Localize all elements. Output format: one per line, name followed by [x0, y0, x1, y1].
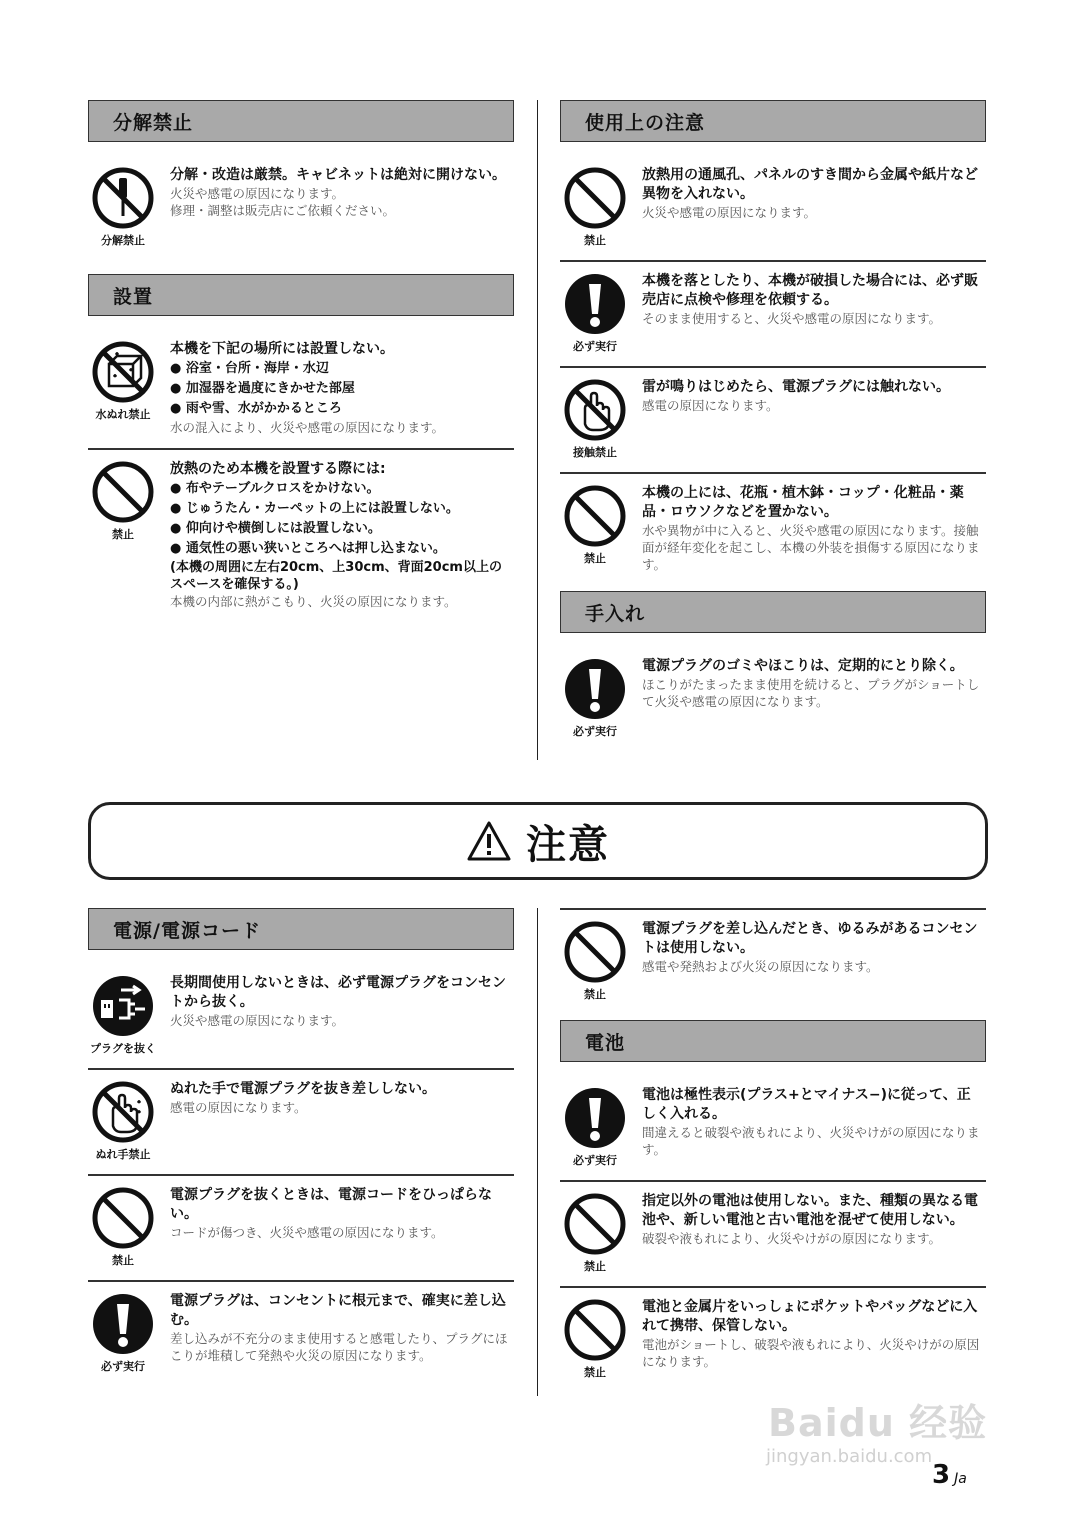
icon-box [88, 974, 158, 1056]
icon-label: プラグを抜く [90, 1042, 156, 1055]
item-text [630, 166, 986, 221]
item-text [158, 166, 514, 219]
icon-box [560, 1192, 630, 1274]
icon-label: 禁止 [584, 234, 606, 247]
item-text [630, 1086, 986, 1158]
item-note: 感電や発熱および火災の原因になります。 [642, 959, 879, 974]
section-header-power: 電源/電源コード [88, 908, 514, 950]
bullet-item: ● 通気性の悪い狭いところへは押し込まない。 [170, 539, 510, 559]
column-divider [537, 100, 538, 760]
item-heading: 電源プラグのゴミやほこりは、定期的にとり除く。 [642, 658, 964, 674]
item-note: 差し込みが不充分のまま使用すると感電したり、プラグにほこりが堆積して発熱や火災の原因になります。 [170, 1331, 508, 1363]
list-item [560, 1076, 986, 1182]
icon-box [88, 166, 158, 248]
item-note: 間違えると破裂や液もれにより、火災やけがの原因になります。 [642, 1125, 980, 1157]
icon-box [88, 460, 158, 542]
prohibited-icon [563, 1192, 627, 1256]
icon-label: 水ぬれ禁止 [95, 408, 151, 421]
section-header-installation: 設置 [88, 274, 514, 316]
item-note: そのまま使用すると、火災や感電の原因になります。 [642, 311, 942, 326]
prohibited-icon [563, 484, 627, 548]
item-heading: 長期間使用しないときは、必ず電源プラグをコンセントから抜く。 [170, 975, 506, 1010]
unplug-icon [91, 974, 155, 1038]
list-item [88, 1070, 514, 1176]
list-item [88, 964, 514, 1070]
icon-label: 必ず実行 [573, 340, 617, 353]
item-subnote: (本機の周囲に左右20cm、上30cm、背面20cm以上のスペースを確保する。) [170, 560, 502, 592]
section-header-usage: 使用上の注意 [560, 100, 986, 142]
icon-box [88, 340, 158, 422]
section-header-care: 手入れ [560, 591, 986, 633]
item-text [630, 1298, 986, 1370]
item-text [630, 920, 986, 975]
left-column-bottom [88, 908, 514, 1386]
item-heading: 放熱のため本機を設置する際には: [170, 461, 386, 477]
list-item [88, 156, 514, 260]
item-text [630, 484, 986, 573]
icon-label: 禁止 [112, 1254, 134, 1267]
icon-box [88, 1292, 158, 1374]
page-number-value: 3 [932, 1460, 951, 1490]
left-column-top [88, 100, 514, 622]
icon-label: 必ず実行 [101, 1360, 145, 1373]
icon-label: ぬれ手禁止 [95, 1148, 151, 1161]
list-item [560, 368, 986, 474]
no-disassembly-icon [91, 166, 155, 230]
prohibited-icon [563, 166, 627, 230]
caution-banner [88, 802, 988, 880]
caution-title: 注意 [526, 821, 610, 868]
item-note: 修理・調整は販売店にご依頼ください。 [170, 203, 396, 218]
icon-box [560, 166, 630, 248]
prohibited-icon [91, 460, 155, 524]
list-item [88, 1176, 514, 1282]
column-divider [537, 908, 538, 1396]
icon-label: 必ず実行 [573, 725, 617, 738]
icon-box [560, 1298, 630, 1380]
list-item [88, 1282, 514, 1386]
watermark-url: jingyan.baidu.com [766, 1446, 933, 1467]
prohibited-icon [563, 1298, 627, 1362]
item-note: 火災や感電の原因になります。 [170, 186, 345, 201]
item-text [158, 340, 514, 436]
icon-box [88, 1186, 158, 1268]
item-heading: 分解・改造は厳禁。キャビネットは絶対に開けない。 [170, 167, 506, 183]
item-heading: 雷が鳴りはじめたら、電源プラグには触れない。 [642, 379, 950, 395]
page-number [932, 1460, 967, 1490]
item-note: 水の混入により、火災や感電の原因になります。 [170, 420, 445, 435]
item-heading: 電源プラグを差し込んだとき、ゆるみがあるコンセントは使用しない。 [642, 921, 978, 956]
item-heading: 本機の上には、花瓶・植木鉢・コップ・化粧品・薬品・ロウソクなどを置かない。 [642, 485, 964, 520]
item-note: コードが傷つき、火災や感電の原因になります。 [170, 1225, 444, 1240]
mandatory-action-icon [563, 1086, 627, 1150]
watermark-brand: Baidu 经验 [768, 1401, 988, 1445]
mandatory-action-icon [563, 657, 627, 721]
mandatory-action-icon [563, 272, 627, 336]
icon-label: 禁止 [584, 1260, 606, 1273]
item-heading: 本機を下記の場所には設置しない。 [170, 341, 394, 357]
prohibited-icon [91, 1186, 155, 1250]
bullet-item: ● 布やテーブルクロスをかけない。 [170, 479, 510, 499]
list-item [88, 450, 514, 622]
item-heading: 電池は極性表示(プラス+とマイナス−)に従って、正しく入れる。 [642, 1087, 971, 1122]
section-header-battery: 電池 [560, 1020, 986, 1062]
item-note: 本機の内部に熱がこもり、火災の原因になります。 [170, 594, 457, 609]
item-heading: ぬれた手で電源プラグを抜き差ししない。 [170, 1081, 436, 1097]
list-item [560, 156, 986, 262]
page-language: Ja [954, 1471, 967, 1487]
mandatory-action-icon [91, 1292, 155, 1356]
list-item [560, 647, 986, 751]
icon-label: 禁止 [584, 552, 606, 565]
item-note: 感電の原因になります。 [170, 1100, 307, 1115]
list-item [560, 1288, 986, 1392]
item-note: 水や異物が中に入ると、火災や感電の原因になります。接触面が経年変化を起こし、本機の外装を損傷する原因になります。 [642, 523, 980, 572]
item-note: 破裂や液もれにより、火災やけがの原因になります。 [642, 1231, 942, 1246]
list-item [560, 908, 986, 1014]
list-item [560, 1182, 986, 1288]
bullet-item: ● じゅうたん・カーペットの上には設置しない。 [170, 499, 510, 519]
item-text [158, 1080, 514, 1116]
icon-label: 禁止 [584, 1366, 606, 1379]
icon-box [560, 272, 630, 354]
item-note: ほこりがたまったまま使用を続けると、プラグがショートして火災や感電の原因になります。 [642, 677, 980, 709]
icon-label: 禁止 [584, 988, 606, 1001]
section-header-disassembly: 分解禁止 [88, 100, 514, 142]
item-note: 感電の原因になります。 [642, 398, 779, 413]
icon-label: 禁止 [112, 528, 134, 541]
item-text [630, 657, 986, 710]
warning-triangle-icon [466, 820, 512, 862]
item-text [630, 1192, 986, 1247]
right-column-bottom [560, 908, 986, 1392]
item-heading: 電源プラグを抜くときは、電源コードをひっぱらない。 [170, 1187, 492, 1222]
item-heading: 電源プラグは、コンセントに根元まで、確実に差し込む。 [170, 1293, 506, 1328]
icon-label: 分解禁止 [101, 234, 145, 247]
item-heading: 電池と金属片をいっしょにポケットやバッグなどに入れて携帯、保管しない。 [642, 1299, 978, 1334]
item-text [630, 272, 986, 327]
no-water-icon [91, 340, 155, 404]
item-note: 火災や感電の原因になります。 [170, 1013, 345, 1028]
list-item [560, 474, 986, 585]
right-column-top [560, 100, 986, 751]
no-touch-icon [563, 378, 627, 442]
item-text [158, 974, 514, 1029]
icon-box [560, 920, 630, 1002]
no-wet-hands-icon [91, 1080, 155, 1144]
prohibited-icon [563, 920, 627, 984]
list-item [560, 262, 986, 368]
item-text [158, 1186, 514, 1241]
icon-box [560, 378, 630, 460]
icon-box [560, 1086, 630, 1168]
list-item [88, 330, 514, 450]
item-note: 電池がショートし、破裂や液もれにより、火災やけがの原因になります。 [642, 1337, 980, 1369]
icon-box [560, 484, 630, 566]
item-heading: 本機を落としたり、本機が破損した場合には、必ず販売店に点検や修理を依頼する。 [642, 273, 978, 308]
bullet-item: ● 雨や雪、水がかかるところ [170, 399, 510, 419]
icon-label: 必ず実行 [573, 1154, 617, 1167]
bullet-item: ● 浴室・台所・海岸・水辺 [170, 359, 510, 379]
item-text [158, 1292, 514, 1364]
icon-label: 接触禁止 [573, 446, 617, 459]
item-text [630, 378, 986, 414]
item-text [158, 460, 514, 610]
item-note: 火災や感電の原因になります。 [642, 205, 817, 220]
icon-box [88, 1080, 158, 1162]
bullet-item: ● 仰向けや横倒しには設置しない。 [170, 519, 510, 539]
bullet-item: ● 加湿器を過度にきかせた部屋 [170, 379, 510, 399]
icon-box [560, 657, 630, 739]
item-heading: 放熱用の通風孔、パネルのすき間から金属や紙片など異物を入れない。 [642, 167, 978, 202]
item-heading: 指定以外の電池は使用しない。また、種類の異なる電池や、新しい電池と古い電池を混ぜて使用しない。 [642, 1193, 978, 1228]
